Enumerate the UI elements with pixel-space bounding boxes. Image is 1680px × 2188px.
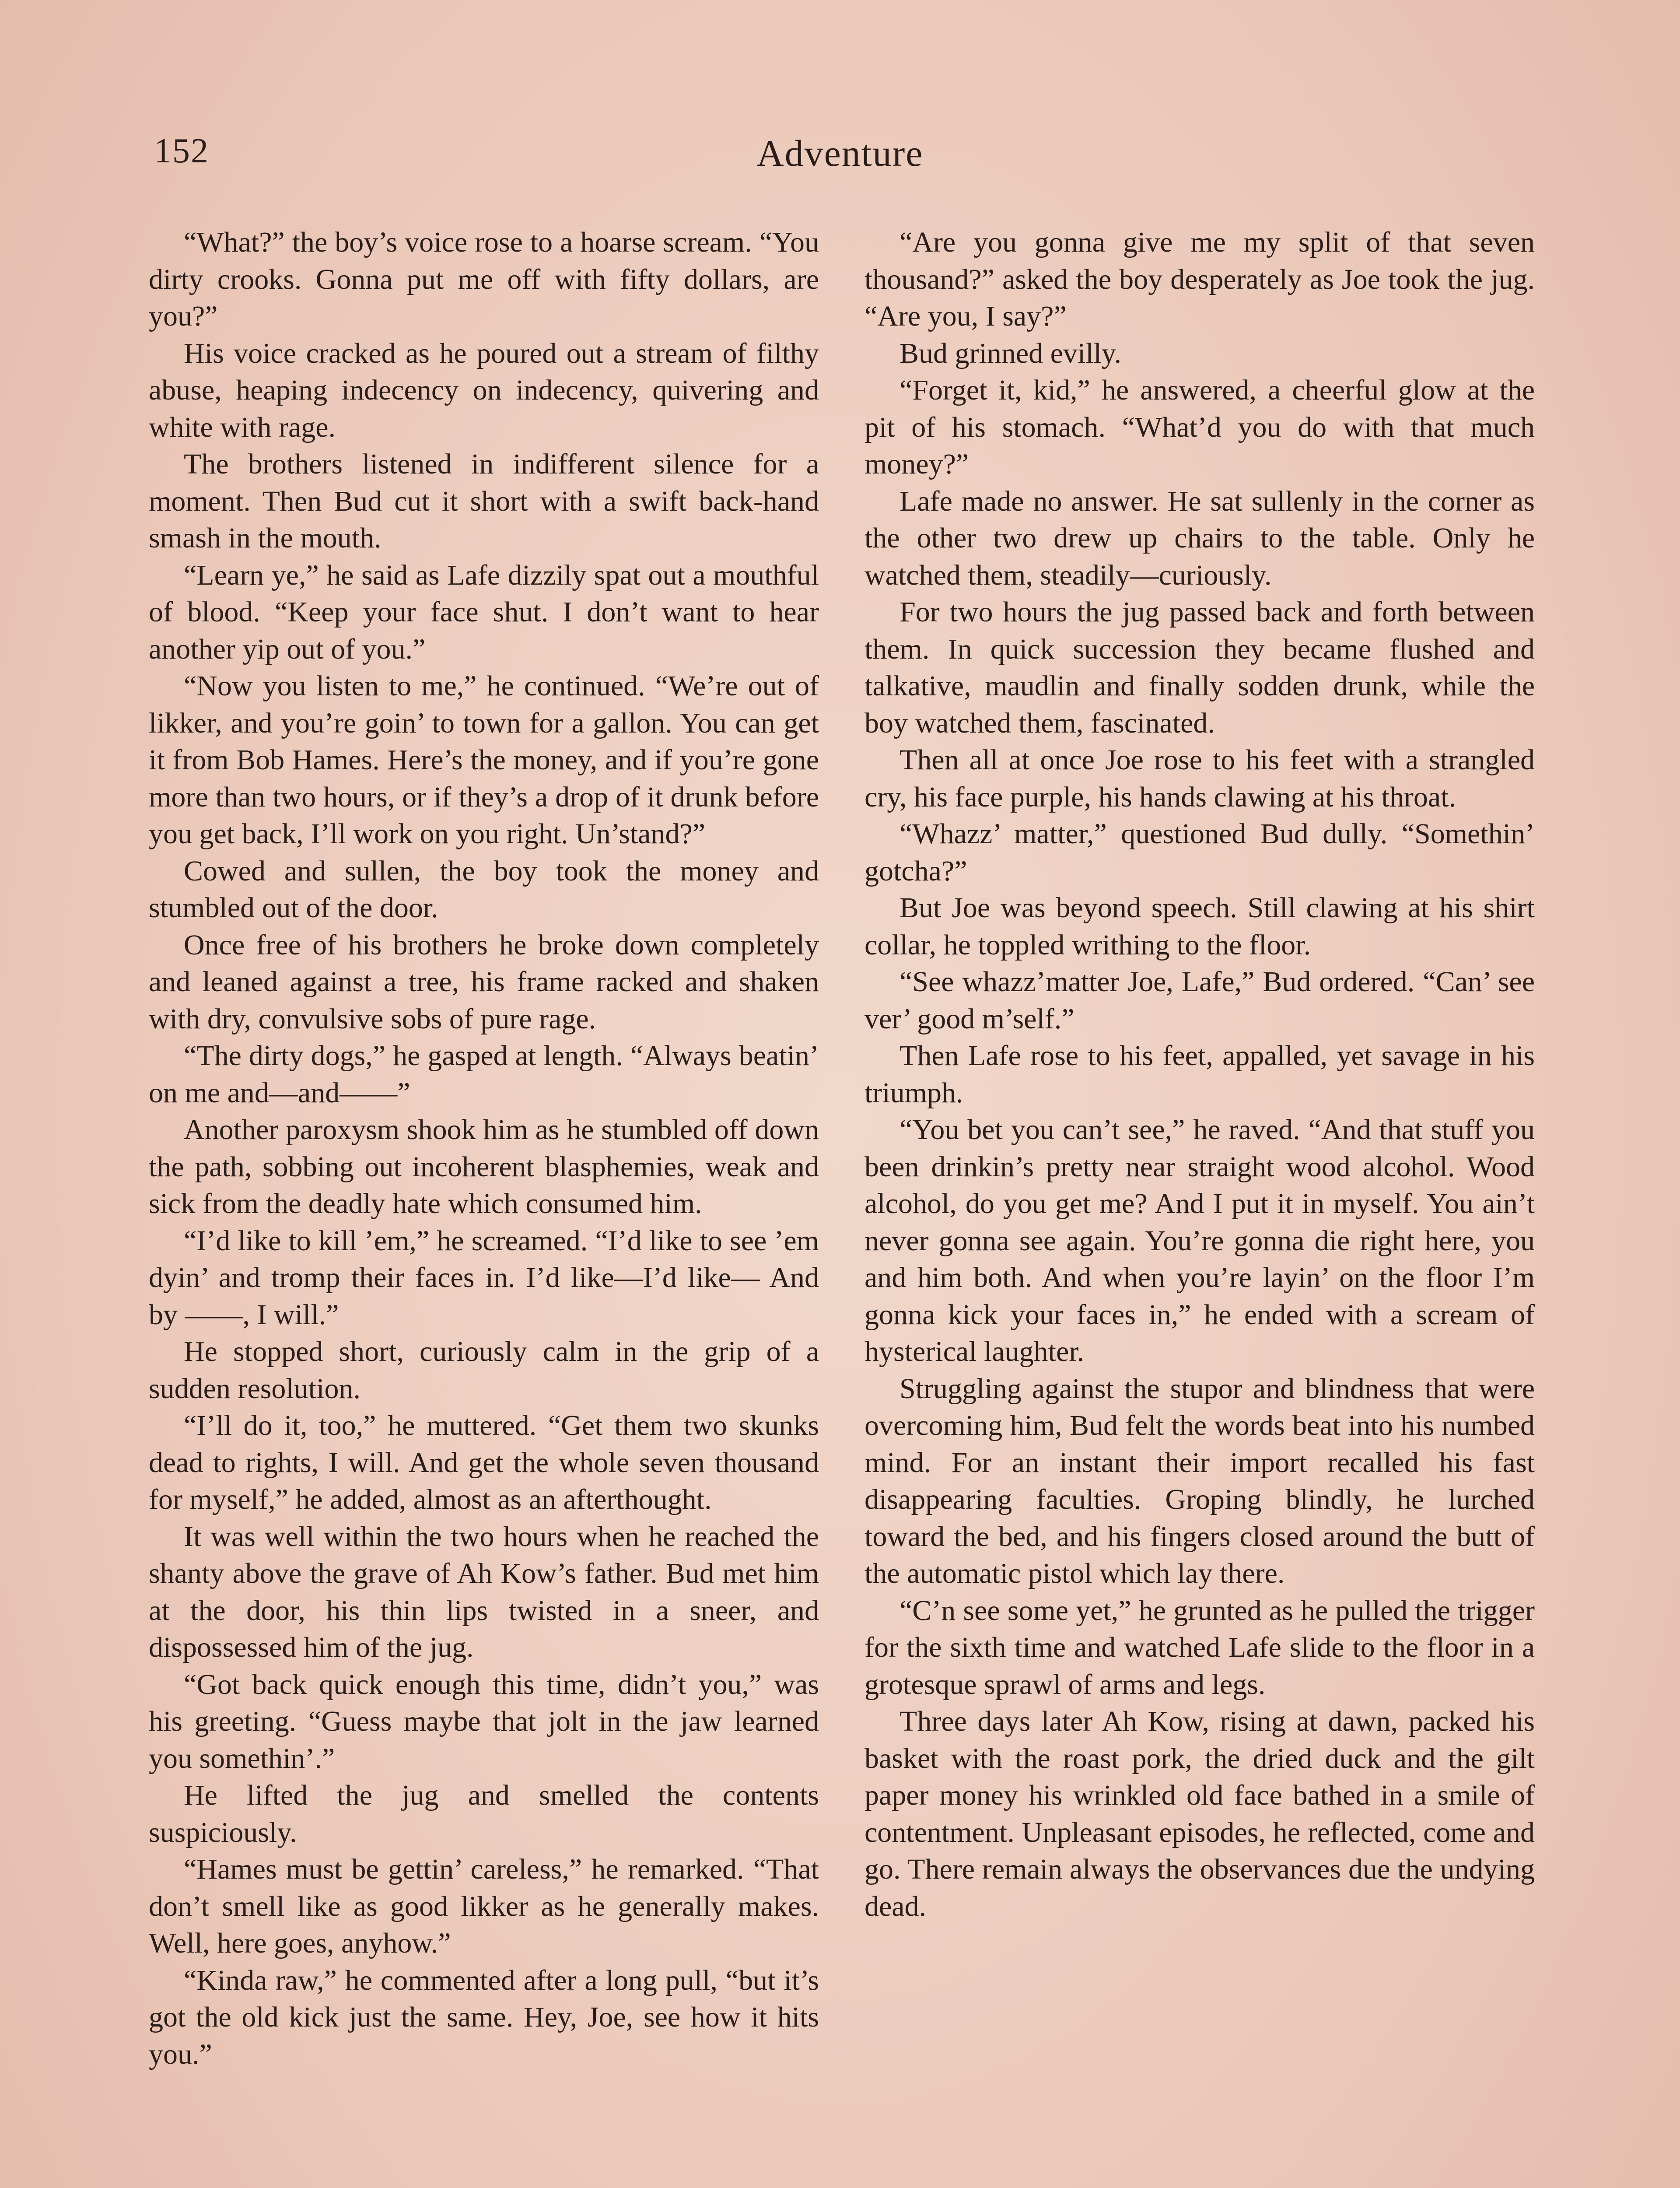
paragraph: “Now you listen to me,” he continued. “We’re out of likker, and you’re goin’ to town for a gallon. You can get it from Bob Hames. Here’s the money, and if you’re gone more than two hours, or if they’s a drop of it drunk before you get back, I’ll work on you right. Un’stand?” (149, 670, 819, 850)
paragraph: “Hames must be gettin’ careless,” he remarked. “That don’t smell like as good likker as he generally makes. Well, here goes, anyhow.” (149, 1853, 819, 1959)
paragraph: “C’n see some yet,” he grunted as he pulled the trigger for the sixth time and watched Lafe slide to the floor in a grotesque sprawl of arms and legs. (864, 1594, 1535, 1701)
paragraph: Then Lafe rose to his feet, appalled, yet savage in his triumph. (864, 1040, 1535, 1109)
right-column (864, 224, 1535, 1925)
paragraph: Three days later Ah Kow, rising at dawn, packed his basket with the roast pork, the dried duck and the gilt paper money his wrinkled old face bathed in a smile of contentment. Unpleasant episodes, he reflected, come and go. There remain always the observances due the undying dead. (864, 1705, 1535, 1922)
paragraph: Cowed and sullen, the boy took the money and stumbled out of the door. (149, 855, 819, 924)
left-column (149, 224, 819, 2073)
paragraph: “See whazz’matter Joe, Lafe,” Bud ordered. “Can’ see ver’ good m’self.” (864, 966, 1535, 1035)
paragraph: Once free of his brothers he broke down completely and leaned against a tree, his frame racked and shaken with dry, convulsive sobs of pure rage. (149, 929, 819, 1035)
paragraph: It was well within the two hours when he reached the shanty above the grave of Ah Kow’s father. Bud met him at the door, his thin lips twisted in a sneer, and dispossessed him of the jug. (149, 1520, 819, 1663)
paragraph: Another paroxysm shook him as he stumbled off down the path, sobbing out incoherent blasphemies, weak and sick from the deadly hate which consumed him. (149, 1114, 819, 1220)
paragraph: “You bet you can’t see,” he raved. “And that stuff you been drinkin’s pretty near straight wood alcohol. Wood alcohol, do you get me? And I put it in myself. You ain’t never gonna see again. You’re gonna die right here, you and him both. And when you’re layin’ on the floor I’m gonna kick your faces in,” he ended with a scream of hysterical laughter. (864, 1114, 1535, 1368)
paragraph: For two hours the jug passed back and forth between them. In quick succession they became flushed and talkative, maudlin and finally sodden drunk, while the boy watched them, fascinated. (864, 596, 1535, 739)
paragraph: The brothers listened in indifferent silence for a moment. Then Bud cut it short with a swift back-hand smash in the mouth. (149, 448, 819, 554)
paragraph: He stopped short, curiously calm in the grip of a sudden resolution. (149, 1336, 819, 1405)
paragraph: “The dirty dogs,” he gasped at length. “Always beatin’ on me and—and——” (149, 1040, 819, 1109)
paragraph: Bud grinned evilly. (900, 337, 1122, 369)
paragraph: “Whazz’ matter,” questioned Bud dully. “Somethin’ gotcha?” (864, 818, 1535, 887)
running-title: Adventure (756, 132, 924, 174)
paragraph: “Got back quick enough this time, didn’t you,” was his greeting. “Guess maybe that jolt in the jaw learned you somethin’.” (149, 1668, 819, 1774)
paragraph: But Joe was beyond speech. Still clawing at his shirt collar, he toppled writhing to the floor. (864, 892, 1535, 961)
paragraph: Struggling against the stupor and blindness that were overcoming him, Bud felt the words beat into his numbed mind. For an instant their import recalled his fast disappearing faculties. Groping blindly, he lurched toward the bed, and his fingers closed around the butt of the automatic pistol which lay there. (864, 1372, 1535, 1589)
paragraph: “Forget it, kid,” he answered, a cheerful glow at the pit of his stomach. “What’d you do with that much money?” (864, 374, 1535, 480)
paragraph: Lafe made no answer. He sat sullenly in the corner as the other two drew up chairs to the table. Only he watched them, steadily—curiously. (864, 485, 1535, 591)
page-number: 152 (154, 132, 209, 170)
paragraph: He lifted the jug and smelled the contents suspiciously. (149, 1779, 819, 1848)
paragraph: “I’ll do it, too,” he muttered. “Get them two skunks dead to rights, I will. And get the whole seven thousand for myself,” he added, almost as an afterthought. (149, 1410, 819, 1515)
paragraph: “Learn ye,” he said as Lafe dizzily spat out a mouthful of blood. “Keep your face shut. I don’t want to hear another yip out of you.” (149, 559, 819, 665)
paragraph: “Kinda raw,” he commented after a long pull, “but it’s got the old kick just the same. Hey, Joe, see how it hits you.” (149, 1964, 819, 2070)
paragraph: His voice cracked as he poured out a stream of filthy abuse, heaping indecency on indecency, quivering and white with rage. (149, 337, 819, 443)
paragraph: “I’d like to kill ’em,” he screamed. “I’d like to see ’em dyin’ and tromp their faces in. I’d like—I’d like— And by ——, I will.” (149, 1224, 819, 1331)
paragraph: “What?” the boy’s voice rose to a hoarse scream. “You dirty crooks. Gonna put me off with fifty dollars, are you?” (149, 226, 819, 332)
paragraph: “Are you gonna give me my split of that seven thousand?” asked the boy desperately as Joe took the jug. “Are you, I say?” (864, 226, 1535, 332)
paragraph: Then all at once Joe rose to his feet with a strangled cry, his face purple, his hands clawing at his throat. (864, 744, 1535, 813)
